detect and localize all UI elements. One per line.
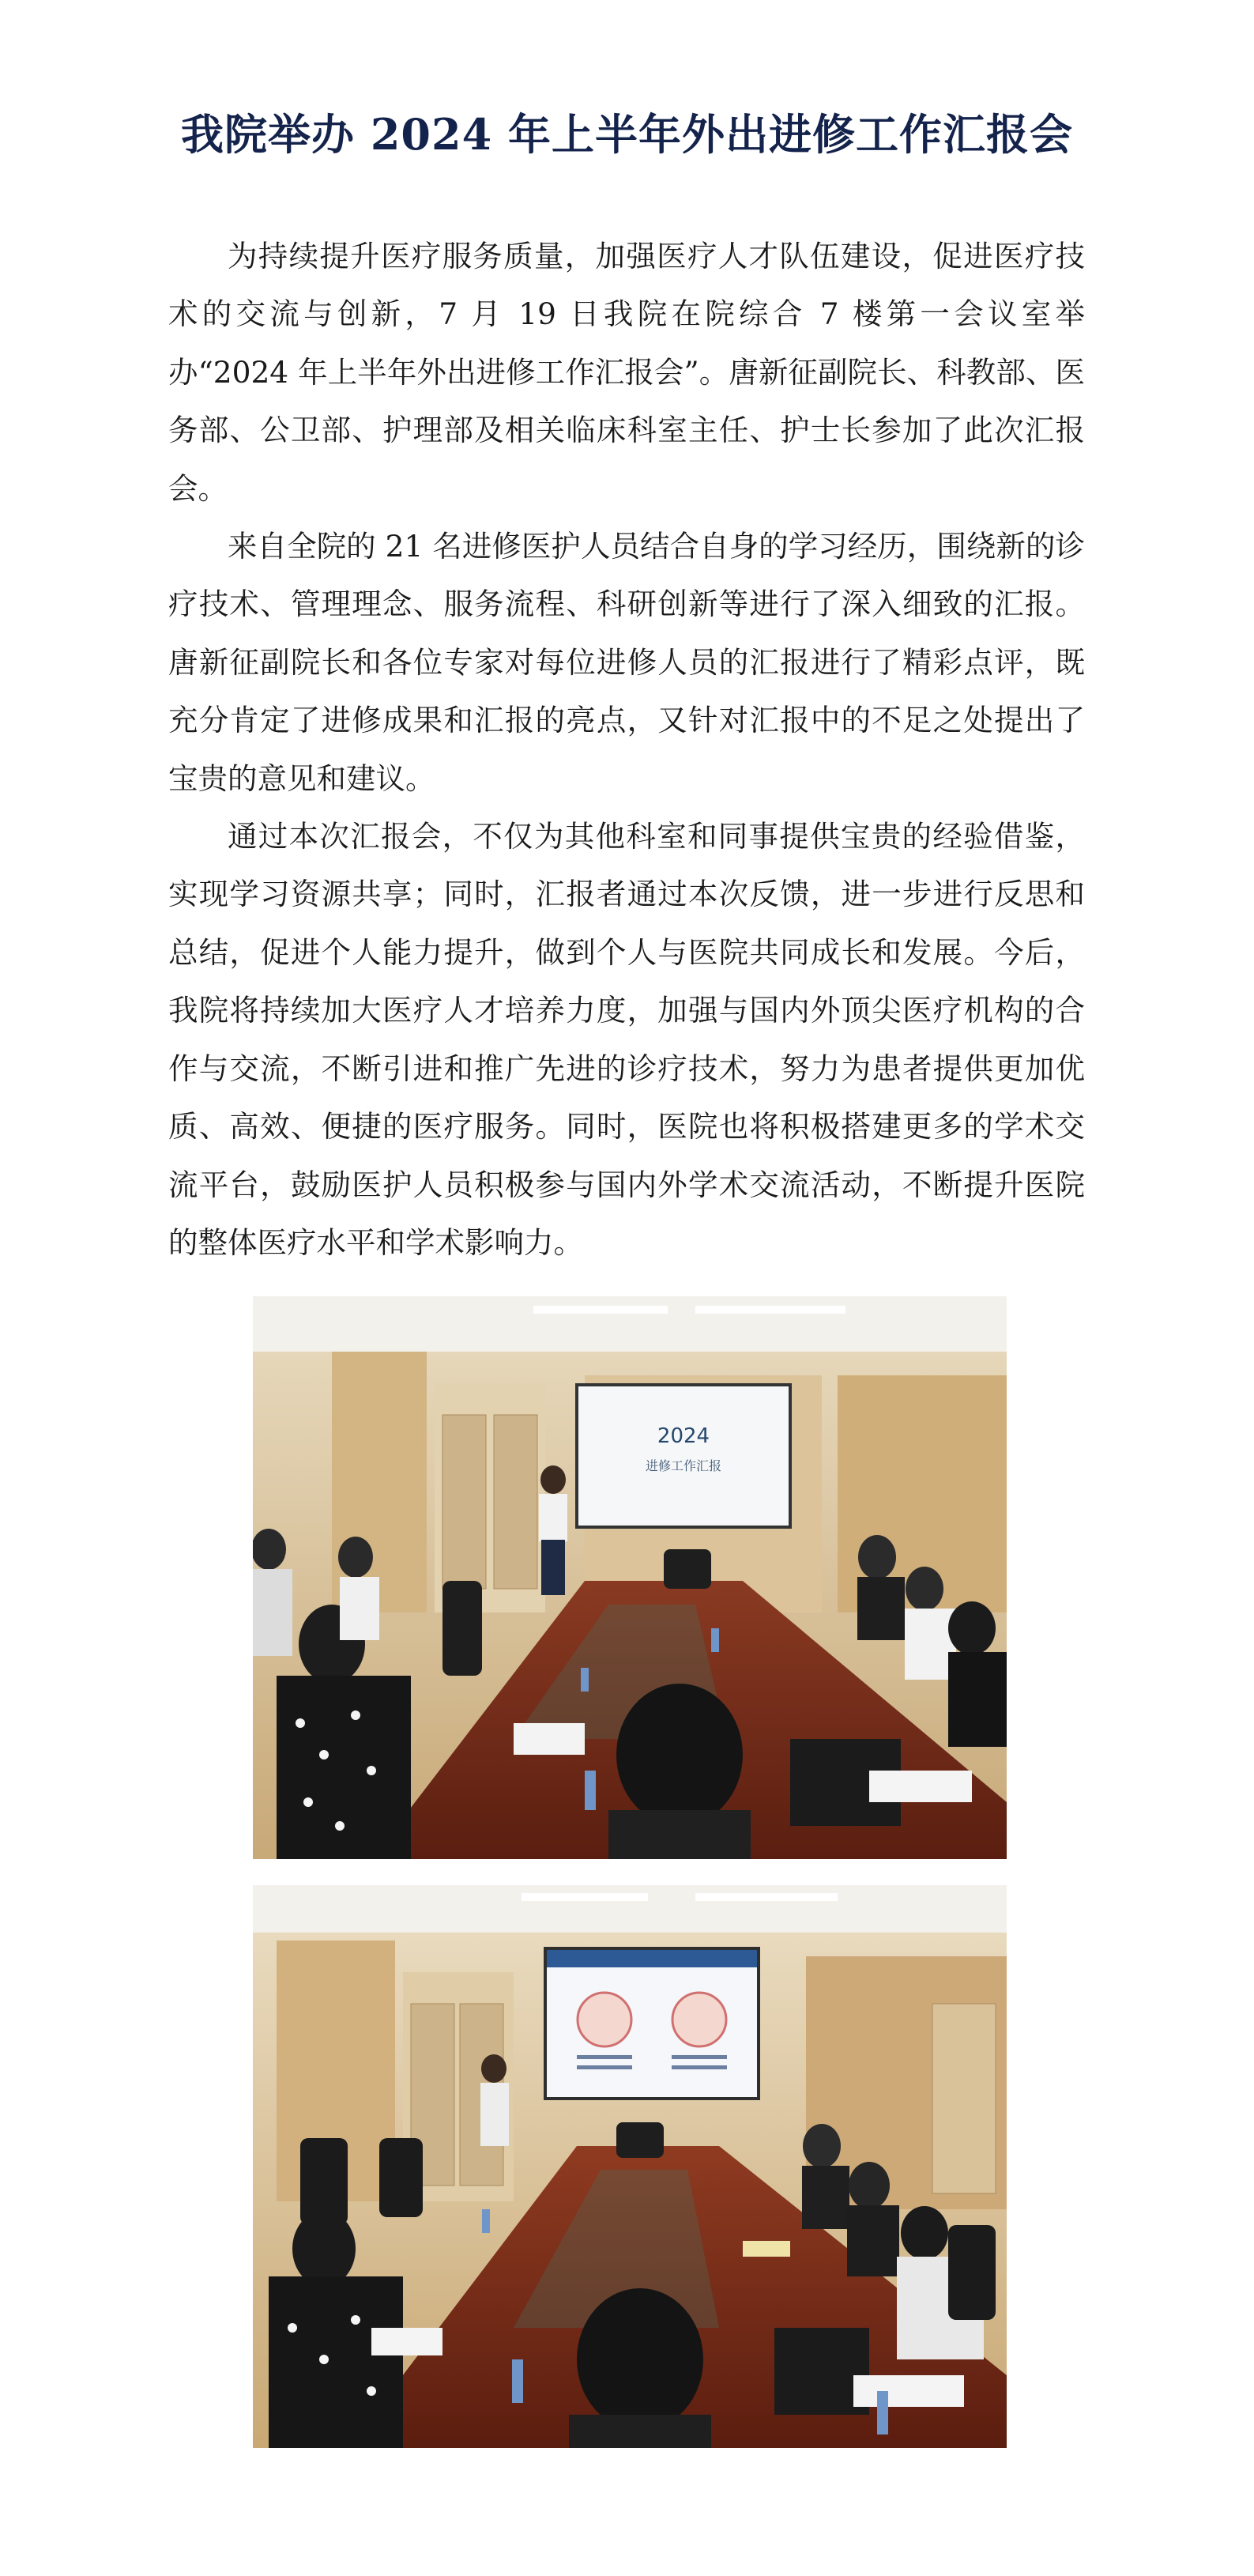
meeting-photo-1	[253, 1296, 1007, 1859]
article-body	[168, 228, 1085, 1272]
screen-subtitle: 进修工作汇报	[645, 1458, 722, 1473]
screen-title: 2024	[657, 1424, 710, 1448]
paragraph-3: 通过本次汇报会，不仅为其他科室和同事提供宝贵的经验借鉴，实现学习资源共享；同时，汇报者通过本次反馈，进一步进行反思和总结，促进个人能力提升，做到个人与医院共同成长和发展。今后，我院将持续加大医疗人才培养力度，加强与国内外顶尖医疗机构的合作与交流，不断引进和推广先进的诊疗技术，努力为患者提供更加优质、高效、便捷的医疗服务。同时，医院也将积极搭建更多的学术交流平台，鼓励医护人员积极参与国内外学术交流活动，不断提升医院的整体医疗水平和学术影响力。	[168, 819, 1085, 1260]
meeting-photo-2	[253, 1885, 1007, 2448]
article-title: 我院举办 2024 年上半年外出进修工作汇报会	[181, 109, 1073, 160]
projection-screen	[577, 1385, 790, 1527]
paragraph-1: 为持续提升医疗服务质量，加强医疗人才队伍建设，促进医疗技术的交流与创新，7 月 19 日我院在院综合 7 楼第一会议室举办“2024 年上半年外出进修工作汇报会”。唐新征副院长、科教部、医务部、公卫部、护理部及相关临床科室主任、护士长参加了此次汇报会。	[168, 239, 1085, 506]
paragraph-2: 来自全院的 21 名进修医护人员结合自身的学习经历，围绕新的诊疗技术、管理理念、服务流程、科研创新等进行了深入细致的汇报。唐新征副院长和各位专家对每位进修人员的汇报进行了精彩点评，既充分肯定了进修成果和汇报的亮点，又针对汇报中的不足之处提出了宝贵的意见和建议。	[168, 529, 1085, 796]
